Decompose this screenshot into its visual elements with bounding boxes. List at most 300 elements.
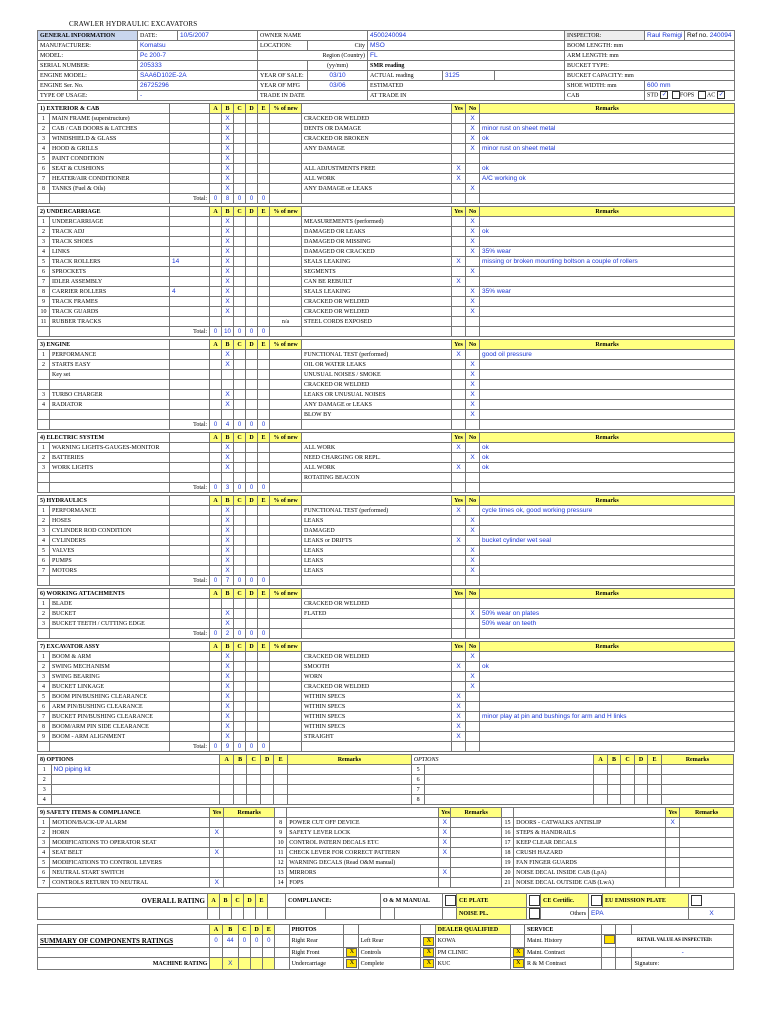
overall-c[interactable]: C xyxy=(232,894,244,908)
row-qty[interactable] xyxy=(170,556,210,566)
serial-field[interactable]: 205333 xyxy=(138,61,258,71)
rating-c[interactable] xyxy=(234,662,246,672)
check-no[interactable]: X xyxy=(466,114,480,124)
rating-e[interactable] xyxy=(258,536,270,546)
row-qty[interactable] xyxy=(170,277,210,287)
rating-c[interactable] xyxy=(234,566,246,576)
photo-mark[interactable]: X xyxy=(423,948,434,957)
rating-a[interactable] xyxy=(210,516,222,526)
rating-b[interactable] xyxy=(222,410,234,420)
check-no[interactable] xyxy=(466,350,480,360)
check-no[interactable]: X xyxy=(466,184,480,194)
check-yes[interactable] xyxy=(452,599,466,609)
row-qty[interactable] xyxy=(170,217,210,227)
check-no[interactable]: X xyxy=(466,247,480,257)
rating-c[interactable] xyxy=(234,237,246,247)
row-qty[interactable] xyxy=(170,619,210,629)
row-pct[interactable] xyxy=(270,410,302,420)
rating-b[interactable]: X xyxy=(222,536,234,546)
row-qty[interactable] xyxy=(170,317,210,327)
rating-e[interactable] xyxy=(258,380,270,390)
row-qty[interactable] xyxy=(170,247,210,257)
check-yes[interactable] xyxy=(452,473,466,483)
check-yes[interactable] xyxy=(452,184,466,194)
rating-e[interactable] xyxy=(258,702,270,712)
rating-d[interactable] xyxy=(246,380,258,390)
rating-d[interactable] xyxy=(246,360,258,370)
row-qty[interactable] xyxy=(170,267,210,277)
rating-c[interactable] xyxy=(234,277,246,287)
row-pct[interactable] xyxy=(270,599,302,609)
row-qty[interactable] xyxy=(170,350,210,360)
check-no[interactable]: X xyxy=(466,516,480,526)
row-pct[interactable] xyxy=(270,257,302,267)
check-yes[interactable] xyxy=(452,526,466,536)
rating-e[interactable] xyxy=(258,672,270,682)
check-no[interactable] xyxy=(466,712,480,722)
rating-c[interactable] xyxy=(234,619,246,629)
check-no[interactable]: X xyxy=(466,453,480,463)
rating-a[interactable] xyxy=(210,732,222,742)
check-no[interactable]: X xyxy=(466,682,480,692)
rating-d[interactable] xyxy=(246,609,258,619)
check-yes[interactable]: X xyxy=(452,164,466,174)
rating-d[interactable] xyxy=(246,287,258,297)
rating-c[interactable] xyxy=(234,410,246,420)
safety-check[interactable]: X xyxy=(210,878,224,888)
row-pct[interactable] xyxy=(270,443,302,453)
rating-d[interactable] xyxy=(246,463,258,473)
rating-d[interactable] xyxy=(246,267,258,277)
rating-b[interactable]: X xyxy=(222,114,234,124)
row-pct[interactable] xyxy=(270,174,302,184)
ce-plate-checkbox[interactable] xyxy=(529,895,540,906)
row-remark[interactable]: ok xyxy=(480,227,735,237)
rating-c[interactable] xyxy=(234,526,246,536)
row-remark[interactable]: ok xyxy=(480,662,735,672)
rating-b[interactable]: X xyxy=(222,662,234,672)
rating-b[interactable]: X xyxy=(222,609,234,619)
rating-c[interactable] xyxy=(234,556,246,566)
row-pct[interactable] xyxy=(270,227,302,237)
safety-check[interactable]: X xyxy=(439,828,451,838)
safety-check[interactable] xyxy=(666,868,680,878)
rating-c[interactable] xyxy=(234,506,246,516)
rating-a[interactable] xyxy=(210,536,222,546)
rating-c[interactable] xyxy=(234,227,246,237)
row-remark[interactable] xyxy=(480,370,735,380)
rating-e[interactable] xyxy=(258,722,270,732)
option-text[interactable]: NO piping kit xyxy=(51,765,220,775)
check-yes[interactable]: X xyxy=(452,536,466,546)
rating-a[interactable] xyxy=(210,672,222,682)
rating-b[interactable]: X xyxy=(222,652,234,662)
rating-e[interactable] xyxy=(258,652,270,662)
rating-a[interactable] xyxy=(210,307,222,317)
safety-check[interactable]: X xyxy=(666,818,680,828)
check-no[interactable]: X xyxy=(466,652,480,662)
rating-d[interactable] xyxy=(246,350,258,360)
rating-b[interactable]: X xyxy=(222,732,234,742)
rating-d[interactable] xyxy=(246,652,258,662)
check-yes[interactable] xyxy=(452,247,466,257)
rating-a[interactable] xyxy=(210,609,222,619)
rating-b[interactable]: X xyxy=(222,217,234,227)
overall-a[interactable]: A xyxy=(208,894,220,908)
row-remark[interactable]: minor play at pin and bushings for arm and H links xyxy=(480,712,735,722)
rating-d[interactable] xyxy=(246,390,258,400)
row-pct[interactable] xyxy=(270,546,302,556)
check-no[interactable]: X xyxy=(466,237,480,247)
check-yes[interactable] xyxy=(452,619,466,629)
eu-emission-checkbox[interactable] xyxy=(691,895,702,906)
check-no[interactable]: X xyxy=(466,609,480,619)
engine-ser-field[interactable]: 26725296 xyxy=(138,81,258,91)
rating-e[interactable] xyxy=(258,237,270,247)
row-pct[interactable] xyxy=(270,184,302,194)
row-qty[interactable] xyxy=(170,722,210,732)
row-remark[interactable] xyxy=(480,732,735,742)
photo-mark[interactable]: X xyxy=(346,948,357,957)
check-no[interactable] xyxy=(466,536,480,546)
rating-b[interactable]: X xyxy=(222,237,234,247)
check-no[interactable]: X xyxy=(466,546,480,556)
row-pct[interactable] xyxy=(270,566,302,576)
rating-d[interactable] xyxy=(246,114,258,124)
rating-d[interactable] xyxy=(246,732,258,742)
row-pct[interactable] xyxy=(270,217,302,227)
check-yes[interactable] xyxy=(452,556,466,566)
row-qty[interactable] xyxy=(170,506,210,516)
check-yes[interactable] xyxy=(452,154,466,164)
rating-b[interactable] xyxy=(222,380,234,390)
row-remark[interactable] xyxy=(480,516,735,526)
check-no[interactable]: X xyxy=(466,390,480,400)
rating-d[interactable] xyxy=(246,506,258,516)
row-qty[interactable] xyxy=(170,297,210,307)
row-pct[interactable] xyxy=(270,114,302,124)
row-qty[interactable] xyxy=(170,443,210,453)
row-remark[interactable] xyxy=(480,599,735,609)
rating-b[interactable]: X xyxy=(222,124,234,134)
owner-field[interactable]: 4500240094 xyxy=(368,31,565,41)
check-yes[interactable]: X xyxy=(452,712,466,722)
rating-b[interactable]: X xyxy=(222,227,234,237)
rating-e[interactable] xyxy=(258,506,270,516)
rating-b[interactable]: X xyxy=(222,307,234,317)
rating-d[interactable] xyxy=(246,257,258,267)
check-yes[interactable] xyxy=(452,267,466,277)
check-yes[interactable] xyxy=(452,410,466,420)
row-qty[interactable] xyxy=(170,114,210,124)
row-qty[interactable] xyxy=(170,732,210,742)
rating-e[interactable] xyxy=(258,390,270,400)
rating-b[interactable]: X xyxy=(222,360,234,370)
city-field[interactable]: MSO xyxy=(368,41,565,51)
check-yes[interactable] xyxy=(452,672,466,682)
rating-c[interactable] xyxy=(234,317,246,327)
rating-e[interactable] xyxy=(258,287,270,297)
safety-check[interactable] xyxy=(666,878,680,888)
rating-a[interactable] xyxy=(210,506,222,516)
rating-e[interactable] xyxy=(258,400,270,410)
check-yes[interactable] xyxy=(452,217,466,227)
rating-a[interactable] xyxy=(210,722,222,732)
rating-c[interactable] xyxy=(234,154,246,164)
row-qty[interactable] xyxy=(170,164,210,174)
check-no[interactable]: X xyxy=(466,227,480,237)
rating-e[interactable] xyxy=(258,732,270,742)
rating-e[interactable] xyxy=(258,526,270,536)
rating-e[interactable] xyxy=(258,114,270,124)
rating-e[interactable] xyxy=(258,350,270,360)
rating-a[interactable] xyxy=(210,702,222,712)
option-text[interactable] xyxy=(51,785,220,795)
actual-field[interactable]: 3125 xyxy=(443,71,495,81)
rating-e[interactable] xyxy=(258,360,270,370)
check-no[interactable]: X xyxy=(466,307,480,317)
rating-b[interactable]: X xyxy=(222,702,234,712)
row-remark[interactable] xyxy=(480,184,735,194)
check-no[interactable]: X xyxy=(466,370,480,380)
rating-e[interactable] xyxy=(258,247,270,257)
check-no[interactable] xyxy=(466,443,480,453)
rating-e[interactable] xyxy=(258,317,270,327)
rating-a[interactable] xyxy=(210,297,222,307)
check-no[interactable] xyxy=(466,662,480,672)
ac-box-left[interactable] xyxy=(698,91,706,99)
rating-e[interactable] xyxy=(258,546,270,556)
rating-b[interactable]: X xyxy=(222,184,234,194)
row-remark[interactable] xyxy=(480,237,735,247)
rating-e[interactable] xyxy=(258,174,270,184)
row-qty[interactable] xyxy=(170,360,210,370)
overall-e[interactable]: E xyxy=(256,894,268,908)
check-no[interactable] xyxy=(466,732,480,742)
rating-a[interactable] xyxy=(210,410,222,420)
check-yes[interactable] xyxy=(452,114,466,124)
rating-c[interactable] xyxy=(234,164,246,174)
rating-c[interactable] xyxy=(234,536,246,546)
row-remark[interactable] xyxy=(480,277,735,287)
rating-b[interactable]: X xyxy=(222,516,234,526)
row-remark[interactable] xyxy=(480,702,735,712)
check-no[interactable] xyxy=(466,692,480,702)
safety-check[interactable] xyxy=(666,838,680,848)
row-qty[interactable] xyxy=(170,672,210,682)
dealer-mark[interactable]: X xyxy=(513,948,524,957)
safety-check[interactable] xyxy=(210,838,224,848)
rating-b[interactable]: X xyxy=(222,506,234,516)
safety-check[interactable] xyxy=(439,878,451,888)
check-yes[interactable]: X xyxy=(452,174,466,184)
rating-e[interactable] xyxy=(258,370,270,380)
row-remark[interactable] xyxy=(480,307,735,317)
row-pct[interactable] xyxy=(270,712,302,722)
rating-d[interactable] xyxy=(246,277,258,287)
others-field[interactable]: EPA xyxy=(589,908,689,920)
rating-a[interactable] xyxy=(210,237,222,247)
check-yes[interactable]: X xyxy=(452,732,466,742)
rating-b[interactable]: X xyxy=(222,692,234,702)
row-pct[interactable] xyxy=(270,360,302,370)
rating-d[interactable] xyxy=(246,692,258,702)
check-yes[interactable] xyxy=(452,144,466,154)
safety-check[interactable] xyxy=(666,828,680,838)
rating-b[interactable]: X xyxy=(222,566,234,576)
row-qty[interactable] xyxy=(170,184,210,194)
rating-e[interactable] xyxy=(258,682,270,692)
rating-c[interactable] xyxy=(234,370,246,380)
check-no[interactable] xyxy=(466,506,480,516)
row-qty[interactable] xyxy=(170,599,210,609)
rating-a[interactable] xyxy=(210,556,222,566)
photo-mark[interactable]: X xyxy=(346,959,357,968)
row-remark[interactable]: missing or broken mounting boltson a couple of rollers xyxy=(480,257,735,267)
sale-field[interactable]: 03/10 xyxy=(308,71,368,81)
rating-d[interactable] xyxy=(246,473,258,483)
rating-a[interactable] xyxy=(210,546,222,556)
row-pct[interactable] xyxy=(270,692,302,702)
row-qty[interactable] xyxy=(170,712,210,722)
rating-c[interactable] xyxy=(234,257,246,267)
rating-d[interactable] xyxy=(246,526,258,536)
check-no[interactable]: X xyxy=(466,124,480,134)
rating-a[interactable] xyxy=(210,380,222,390)
rating-b[interactable]: X xyxy=(222,722,234,732)
rating-d[interactable] xyxy=(246,536,258,546)
row-remark[interactable] xyxy=(480,682,735,692)
row-remark[interactable] xyxy=(480,566,735,576)
safety-check[interactable]: X xyxy=(439,838,451,848)
check-yes[interactable] xyxy=(452,287,466,297)
check-yes[interactable] xyxy=(452,652,466,662)
check-no[interactable]: X xyxy=(466,134,480,144)
rating-c[interactable] xyxy=(234,297,246,307)
mfg-field[interactable]: 03/06 xyxy=(308,81,368,91)
row-remark[interactable]: 50% wear on teeth xyxy=(480,619,735,629)
date-field[interactable]: 10/5/2007 xyxy=(178,31,258,41)
row-qty[interactable] xyxy=(170,692,210,702)
row-qty[interactable] xyxy=(170,682,210,692)
rating-b[interactable]: X xyxy=(222,247,234,257)
check-no[interactable] xyxy=(466,174,480,184)
row-pct[interactable] xyxy=(270,124,302,134)
rating-c[interactable] xyxy=(234,390,246,400)
inspector-field[interactable]: Raul Remigi xyxy=(645,31,685,41)
row-remark[interactable]: minor rust on sheet metal xyxy=(480,144,735,154)
retail-field[interactable]: - xyxy=(632,948,734,958)
rating-e[interactable] xyxy=(258,307,270,317)
rating-b[interactable] xyxy=(222,317,234,327)
rating-b[interactable]: X xyxy=(222,556,234,566)
rating-a[interactable] xyxy=(210,247,222,257)
check-no[interactable]: X xyxy=(466,556,480,566)
rating-e[interactable] xyxy=(258,144,270,154)
rating-a[interactable] xyxy=(210,217,222,227)
rating-b[interactable]: X xyxy=(222,134,234,144)
row-pct[interactable] xyxy=(270,609,302,619)
rating-e[interactable] xyxy=(258,184,270,194)
check-yes[interactable]: X xyxy=(452,662,466,672)
rating-c[interactable] xyxy=(234,307,246,317)
row-pct[interactable]: n/a xyxy=(270,317,302,327)
rating-a[interactable] xyxy=(210,370,222,380)
rating-b[interactable]: X xyxy=(222,672,234,682)
check-no[interactable]: X xyxy=(466,566,480,576)
rating-b[interactable]: X xyxy=(222,463,234,473)
row-qty[interactable] xyxy=(170,380,210,390)
engine-model-field[interactable]: SAA6D102E-2A xyxy=(138,71,258,81)
check-no[interactable]: X xyxy=(466,526,480,536)
rating-d[interactable] xyxy=(246,237,258,247)
row-pct[interactable] xyxy=(270,702,302,712)
option-text[interactable] xyxy=(51,775,220,785)
rating-a[interactable] xyxy=(210,164,222,174)
rating-d[interactable] xyxy=(246,370,258,380)
row-qty[interactable] xyxy=(170,702,210,712)
safety-check[interactable] xyxy=(210,868,224,878)
rating-e[interactable] xyxy=(258,662,270,672)
rating-a[interactable] xyxy=(210,692,222,702)
row-pct[interactable] xyxy=(270,277,302,287)
row-qty[interactable] xyxy=(170,410,210,420)
rating-b[interactable] xyxy=(222,370,234,380)
row-pct[interactable] xyxy=(270,144,302,154)
rating-c[interactable] xyxy=(234,144,246,154)
rating-c[interactable] xyxy=(234,380,246,390)
rating-d[interactable] xyxy=(246,599,258,609)
check-yes[interactable] xyxy=(452,227,466,237)
rating-a[interactable] xyxy=(210,287,222,297)
rating-c[interactable] xyxy=(234,267,246,277)
rating-d[interactable] xyxy=(246,662,258,672)
rating-e[interactable] xyxy=(258,599,270,609)
row-pct[interactable] xyxy=(270,732,302,742)
row-qty[interactable] xyxy=(170,124,210,134)
row-remark[interactable]: ok xyxy=(480,134,735,144)
row-remark[interactable]: ok xyxy=(480,164,735,174)
shoe-width-field[interactable]: 600 mm xyxy=(645,81,735,91)
ce-cert-checkbox[interactable] xyxy=(591,895,602,906)
row-remark[interactable]: ok xyxy=(480,443,735,453)
rating-e[interactable] xyxy=(258,712,270,722)
rating-e[interactable] xyxy=(258,609,270,619)
rating-b[interactable]: X xyxy=(222,526,234,536)
check-yes[interactable] xyxy=(452,370,466,380)
row-pct[interactable] xyxy=(270,287,302,297)
rating-b[interactable]: X xyxy=(222,267,234,277)
rating-c[interactable] xyxy=(234,360,246,370)
rating-b[interactable]: X xyxy=(222,297,234,307)
check-no[interactable] xyxy=(466,257,480,267)
row-remark[interactable]: ok xyxy=(480,453,735,463)
check-yes[interactable]: X xyxy=(452,702,466,712)
rating-b[interactable]: X xyxy=(222,619,234,629)
rating-c[interactable] xyxy=(234,114,246,124)
safety-check[interactable]: X xyxy=(439,818,451,828)
check-no[interactable] xyxy=(466,722,480,732)
rating-a[interactable] xyxy=(210,390,222,400)
row-remark[interactable] xyxy=(480,652,735,662)
row-remark[interactable] xyxy=(480,526,735,536)
row-remark[interactable]: bucket cylinder wet seal xyxy=(480,536,735,546)
rating-c[interactable] xyxy=(234,599,246,609)
rating-c[interactable] xyxy=(234,473,246,483)
row-remark[interactable] xyxy=(480,410,735,420)
rating-c[interactable] xyxy=(234,672,246,682)
overall-b[interactable]: B xyxy=(220,894,232,908)
